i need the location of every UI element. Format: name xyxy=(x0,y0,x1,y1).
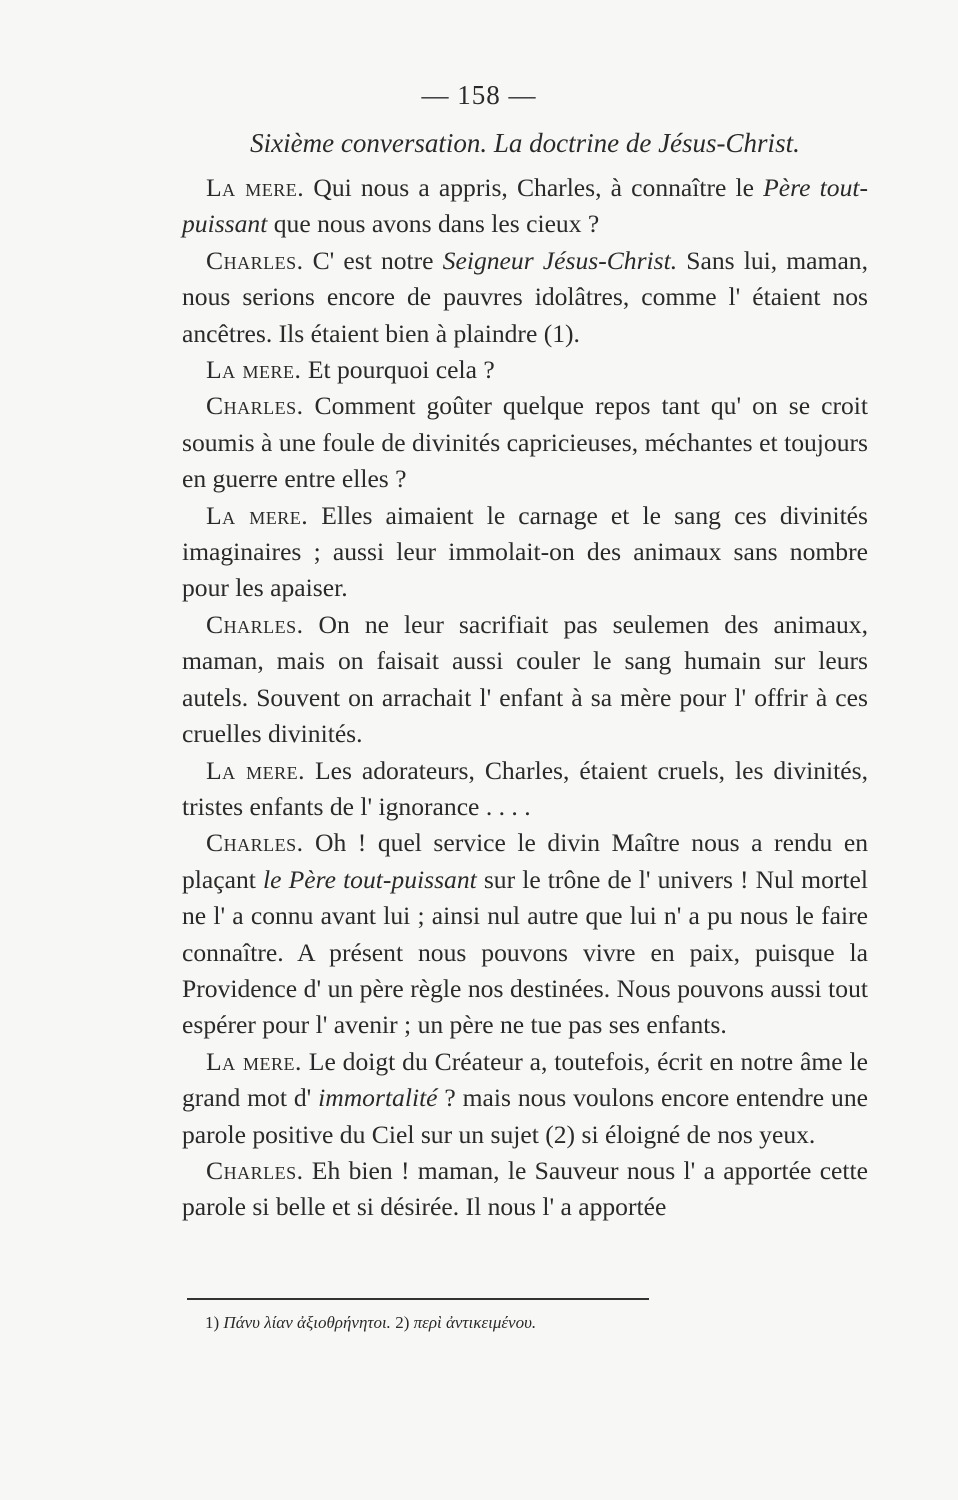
speaker-label: La mere. xyxy=(206,755,305,785)
chapter-subtitle: Sixième conversation. La doctrine de Jésus-Christ. xyxy=(250,128,800,158)
paragraph xyxy=(182,1153,868,1226)
paragraph xyxy=(182,498,868,607)
italic-phrase: le Père tout-puissant xyxy=(263,864,477,894)
speaker-label: Charles. xyxy=(206,245,304,275)
paragraph-text: Le doigt du Créateur a, toutefois, écrit en notre âme le grand mot d' xyxy=(182,1046,868,1113)
page-number: — 158 — xyxy=(421,80,537,110)
footnotes xyxy=(205,1312,536,1334)
paragraph-text: que nous avons dans les cieux ? xyxy=(267,209,600,239)
italic-phrase: Seigneur Jésus-Christ. xyxy=(442,245,678,275)
speaker-label: La mere. xyxy=(206,355,302,385)
paragraph-text: ? mais nous voulons encore entendre une parole positive du Ciel sur un sujet (2) si éloigné de nos yeux. xyxy=(182,1083,868,1149)
paragraph xyxy=(182,388,868,497)
speaker-label: Charles. xyxy=(206,609,304,639)
footnote-text: περὶ ἀντικειμένου. xyxy=(413,1313,537,1332)
paragraph-text: Les adorateurs, Charles, étaient cruels, les divinités, tristes enfants de l' ignorance . . . . xyxy=(182,755,868,821)
paragraph xyxy=(182,352,868,388)
speaker-label: La mere. xyxy=(206,173,305,202)
footnote-marker: 2) xyxy=(395,1313,410,1332)
paragraph-text: Et pourquoi cela ? xyxy=(301,355,495,385)
paragraph xyxy=(182,825,868,1043)
paragraph xyxy=(182,753,868,826)
paragraph-text: sur le trône de l' univers ! Nul mortel ne l' a connu avant lui ; ainsi nul autre que lui n' a pu nous le faire connaître. A présent nous pouvons vivre en paix, puisque la Providence d' un père règle nos destinées. Nous pouvons aussi tout espérer pour l' avenir ; un père ne tue pas ses enfants. xyxy=(182,864,868,1040)
paragraph xyxy=(182,170,868,243)
paragraph-text: Eh bien ! maman, le Sauveur nous l' a apportée cette parole si belle et si désirée. Il nous l' a apportée xyxy=(182,1155,868,1222)
paragraph xyxy=(182,243,868,352)
footnote-divider xyxy=(187,1298,649,1300)
speaker-label: Charles. xyxy=(206,391,304,421)
paragraph xyxy=(182,1044,868,1153)
italic-phrase: immortalité xyxy=(318,1083,438,1113)
speaker-label: La mere. xyxy=(206,1046,302,1076)
paragraph-text: C' est notre xyxy=(303,245,443,275)
footnote-marker: 1) xyxy=(205,1313,220,1332)
dialogue-text xyxy=(182,170,868,1226)
speaker-label: Charles. xyxy=(206,828,304,858)
speaker-label: La mere. xyxy=(206,500,309,530)
paragraph-text: Elles aimaient le carnage et le sang ces divinités imaginaires ; aussi leur immolait-on des animaux sans nombre pour les apaiser. xyxy=(182,500,869,603)
paragraph xyxy=(182,607,868,753)
paragraph-text: Sans lui, maman, nous serions encore de pauvres idolâtres, comme l' étaient nos ancêtres. Ils étaient bien à plaindre (1). xyxy=(182,245,868,348)
speaker-label: Charles. xyxy=(206,1155,304,1185)
paragraph-text: Comment goûter quelque repos tant qu' on se croit soumis à une foule de divinités capricieuses, méchantes et toujours en guerre entre elles ? xyxy=(182,391,868,494)
paragraph-text: Qui nous a appris, Charles, à connaître le xyxy=(304,173,764,202)
italic-phrase: Père tout-puissant xyxy=(182,173,869,239)
paragraph-text: On ne leur sacrifiait pas seulemen des animaux, maman, mais on faisait aussi couler le sang humain sur leurs autels. Souvent on arrachait l' enfant à sa mère pour l' offrir à ces cruelles divinités. xyxy=(182,609,868,749)
footnote-text: Πάνυ λίαν ἀξιοθρήνητοι. xyxy=(223,1313,391,1332)
paragraph-text: Oh ! quel service le divin Maître nous a rendu en plaçant xyxy=(182,828,868,894)
